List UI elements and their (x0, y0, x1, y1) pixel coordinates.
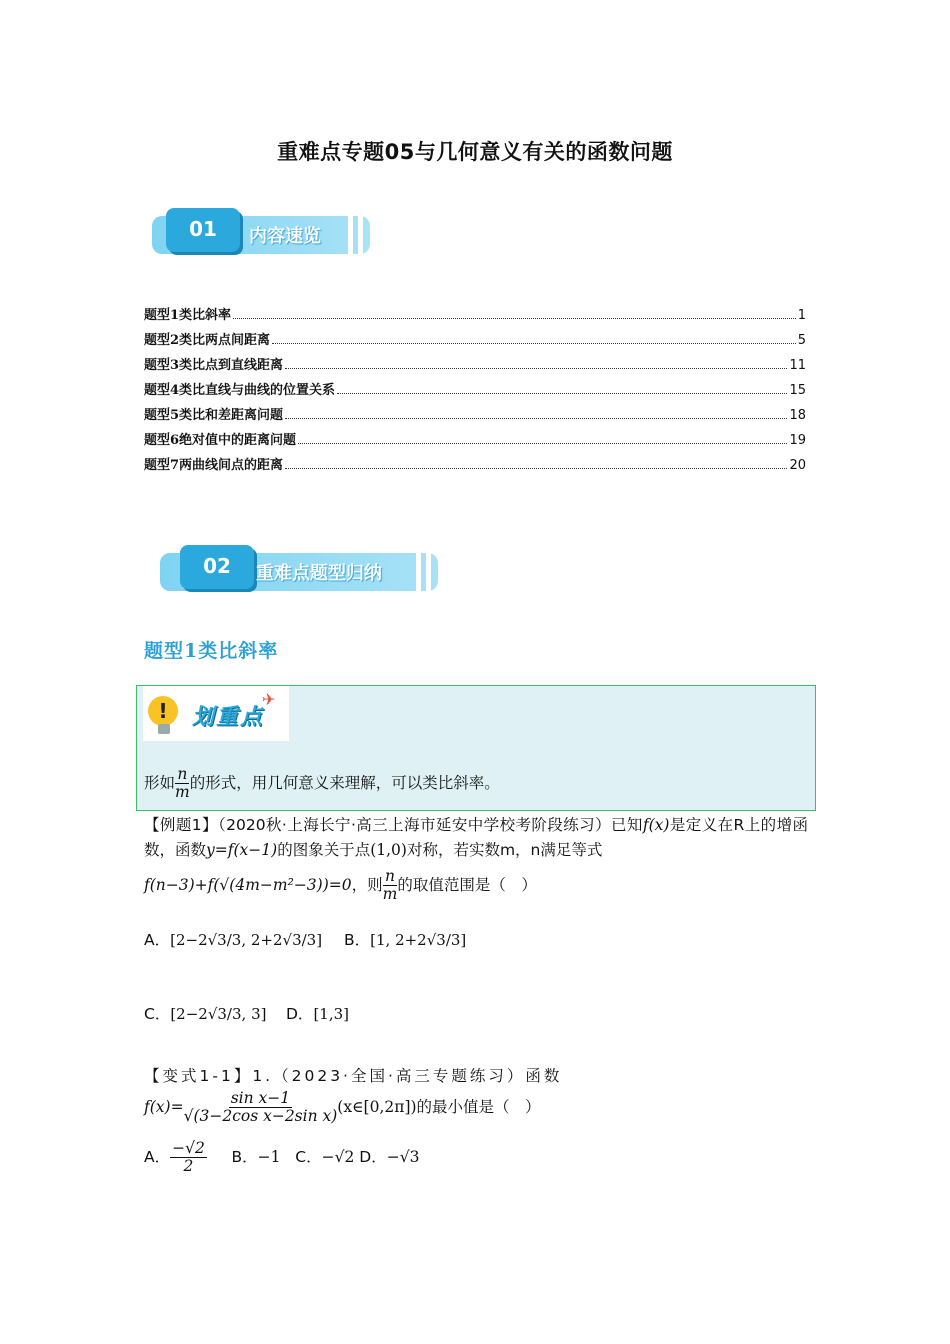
fraction: $\frac{n}{m}$ (175, 765, 190, 802)
exclamation-icon: ! (158, 699, 168, 723)
option-b[interactable]: B．[1, 2+2√3/3] (344, 931, 467, 949)
toc-entry[interactable]: 题型5类比和差距离问题 18 (144, 408, 806, 423)
example-2: 【变式1-1】1.（2023·全国·高三专题练习）函数 (144, 1067, 563, 1085)
fraction: $\frac{\text{sin x−1}}{\text{√(3−2cos x−2sin x)}}$ (183, 1089, 338, 1126)
example-1: 【例题1】（2020秋·上海长宁·高三上海市延安中学校考阶段练习）已知f(x)是定义在R上的增函数，函数y=f(x−1)的图象关于点(1,0)对称，若实数m，n满足等式 (144, 816, 808, 859)
page-title: 重难点专题05与几何意义有关的函数问题 (277, 140, 673, 164)
example-1-equation: f(n−3)+f(√(4m−m²−3))=0，则 $\frac{n}{m}$ 的取值范围是（ ） (144, 867, 537, 904)
section-label: 重难点题型归纳 (256, 563, 382, 584)
option-a[interactable]: A．[2−2√3/3, 2+2√3/3] (144, 931, 323, 949)
table-of-contents (144, 298, 806, 473)
example-tag: 【例题1】 (144, 816, 218, 834)
example-2-options (144, 1140, 419, 1175)
toc-entry[interactable]: 题型6绝对值中的距离问题 19 (144, 433, 806, 448)
option-c[interactable]: C．−√2 (295, 1148, 355, 1167)
option-c[interactable]: C．[2−2√3/3, 3] (144, 1005, 267, 1023)
section-number: 01 (166, 208, 240, 252)
toc-entry[interactable]: 题型7两曲线间点的距离 20 (144, 458, 806, 473)
keypoint-title: 划重点 (192, 705, 265, 730)
option-d[interactable]: D．−√3 (359, 1148, 420, 1167)
fraction: $\frac{n}{m}$ (382, 867, 398, 904)
option-b[interactable]: B．−1 (231, 1148, 281, 1167)
keypoint-text: 形如 $\frac{n}{m}$ 的形式，用几何意义来理解，可以类比斜率。 (144, 765, 500, 802)
toc-entry[interactable]: 题型4类比直线与曲线的位置关系 15 (144, 383, 806, 398)
section-number: 02 (180, 545, 254, 589)
section-heading: 题型1类比斜率 (144, 640, 279, 662)
option-a[interactable]: A． $\frac{-√2}{2}$ (144, 1139, 205, 1176)
paper-plane-icon: ✈ (262, 690, 276, 709)
section-label: 内容速览 (249, 226, 321, 247)
toc-entry[interactable]: 题型1类比斜率 1 (144, 308, 806, 323)
toc-entry[interactable]: 题型3类比点到直线距离 11 (144, 358, 806, 373)
section-badge-01 (152, 208, 372, 254)
example-tag: 【变式1-1】1. (144, 1067, 274, 1085)
lightbulb-base (158, 724, 170, 734)
toc-entry[interactable]: 题型2类比两点间距离 5 (144, 333, 806, 348)
example-2-function: f(x)= $\frac{\text{sin x−1}}{\text{√(3−2cos x−2sin x)}}$ (x∈[0,2π])的最小值是（ ） (144, 1089, 541, 1126)
section-badge-02 (160, 545, 440, 591)
option-d[interactable]: D．[1,3] (286, 1005, 349, 1023)
